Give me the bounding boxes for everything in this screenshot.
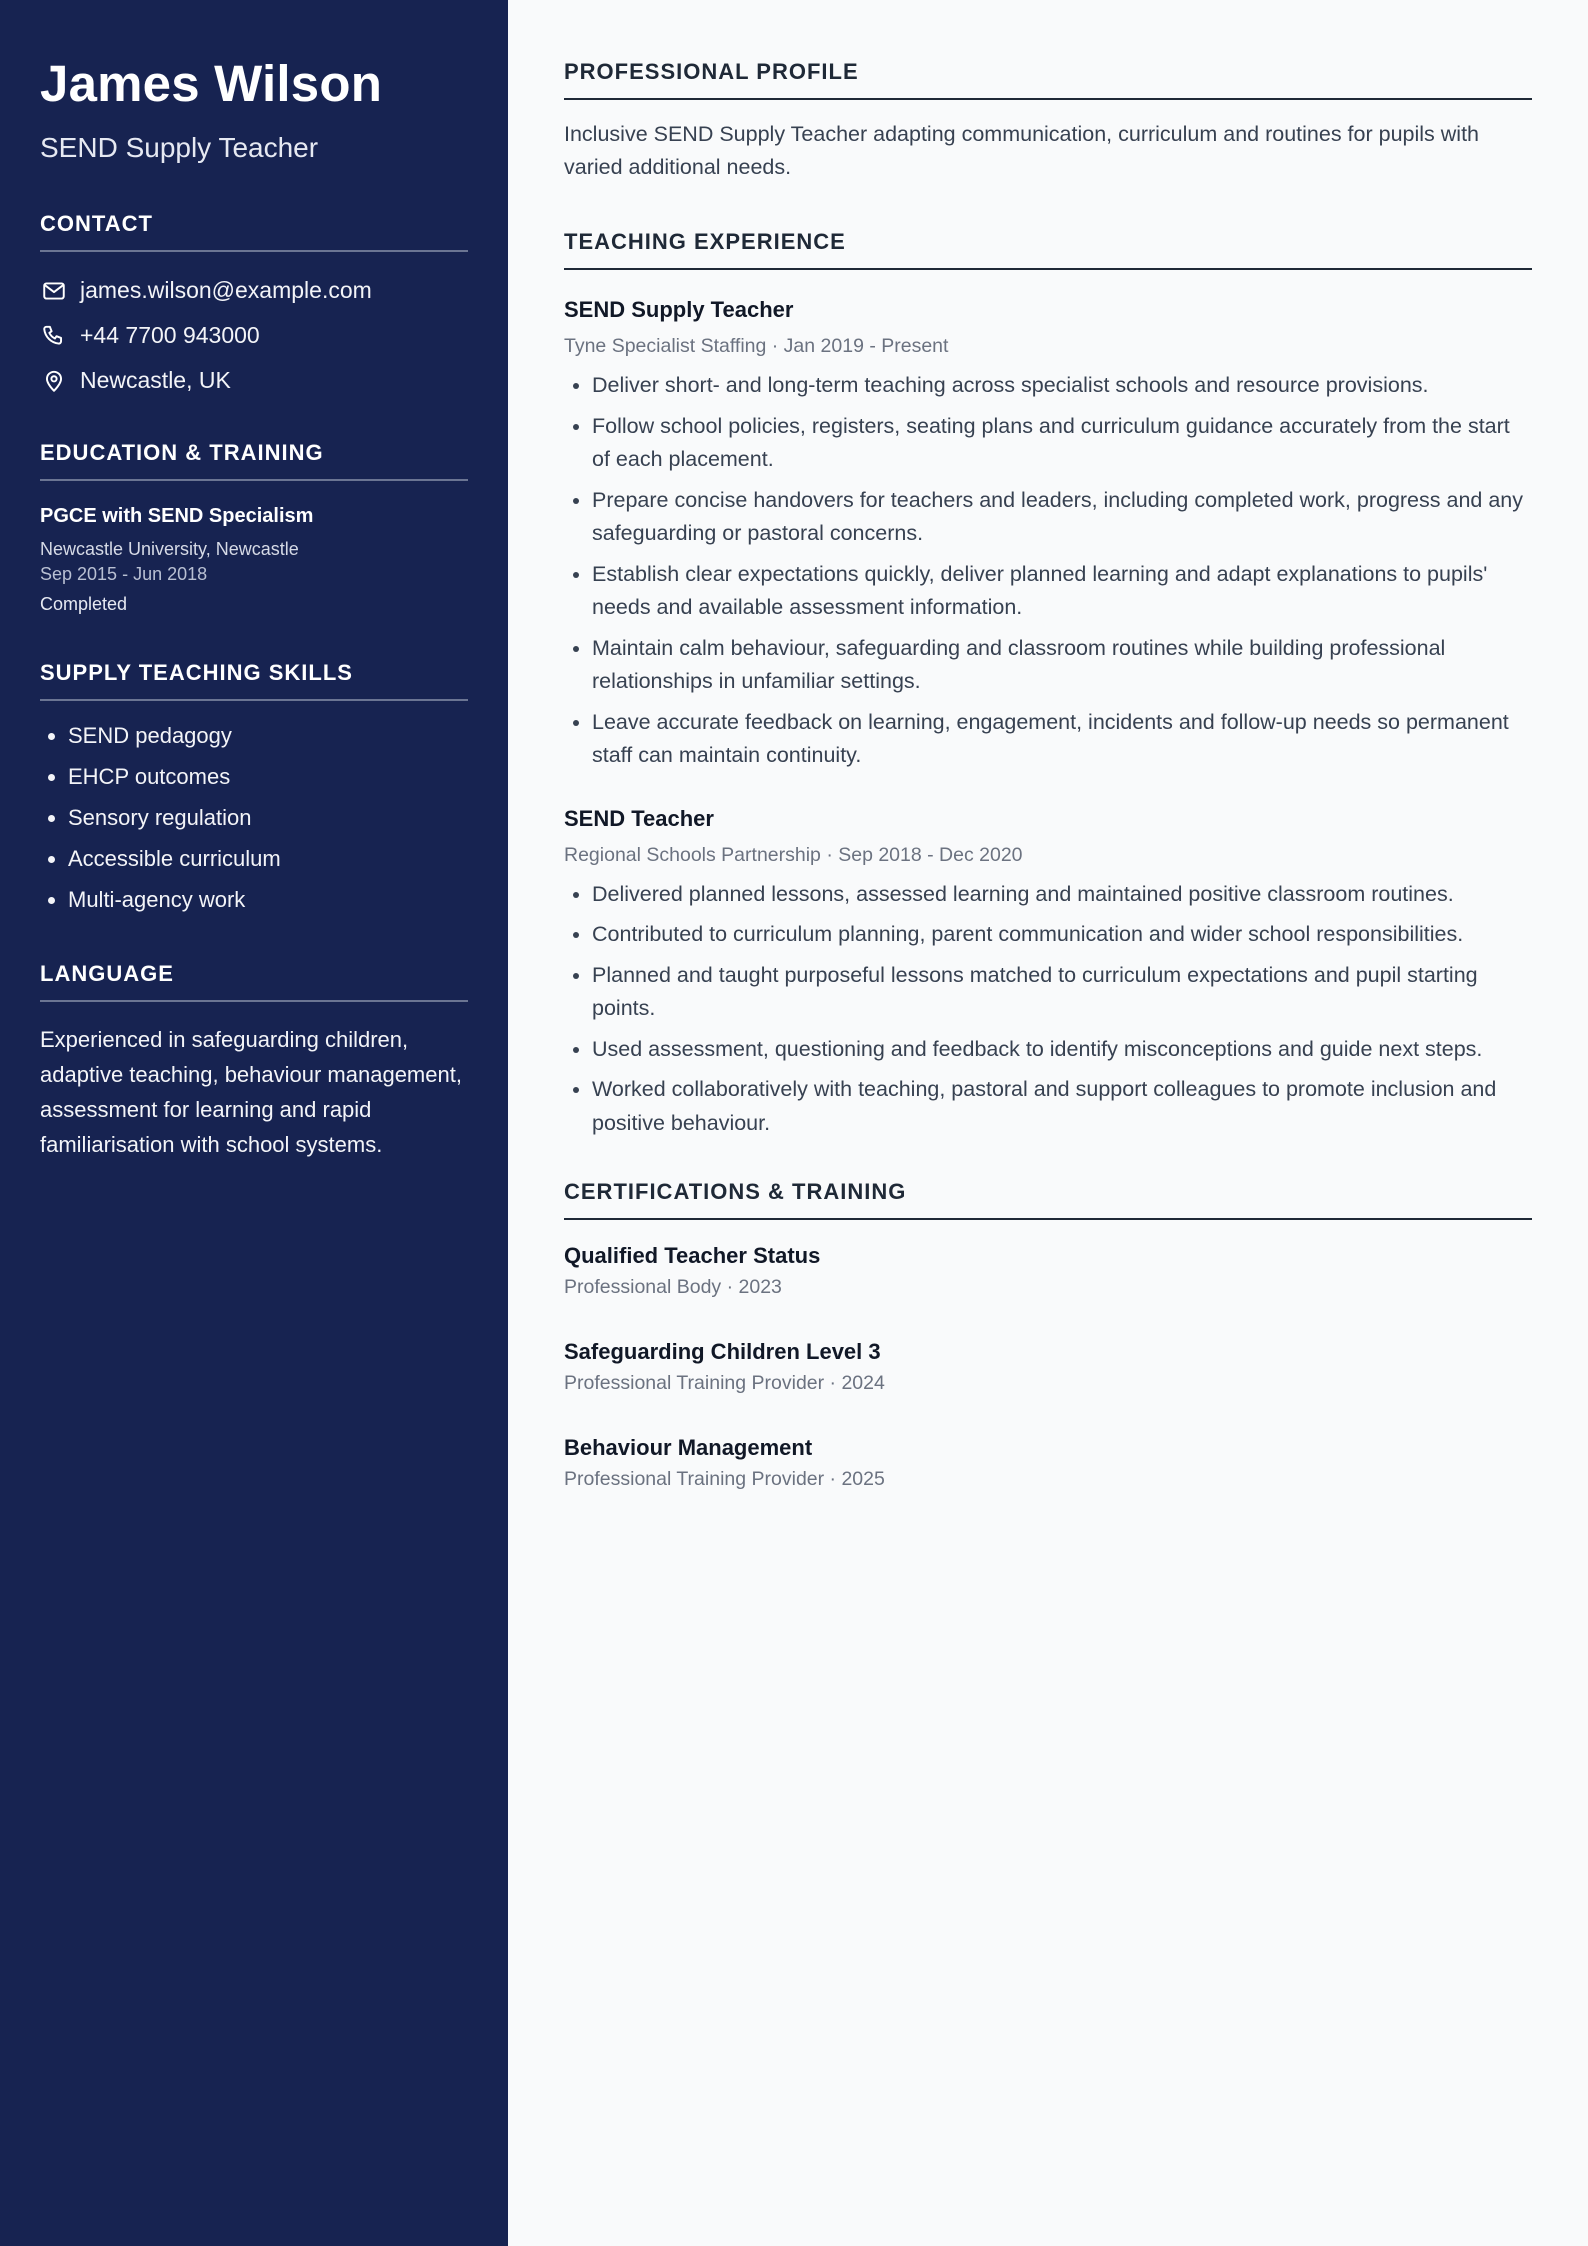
job-bullet: • Prepare concise handovers for teachers and leaders, including completed work, progress and any safeguarding or pastoral concerns. — [592, 484, 1532, 551]
sidebar — [0, 0, 508, 2246]
contact-section — [40, 210, 468, 403]
certification-title: Behaviour Management — [564, 1435, 813, 1460]
job-bullet: • Deliver short- and long-term teaching across specialist schools and resource provisions. — [592, 369, 1532, 403]
education-section — [40, 439, 468, 617]
certifications-grid — [564, 1242, 1224, 1530]
certification-meta: Professional Body · 2023 — [564, 1276, 782, 1298]
contact-phone-text: +44 7700 943000 — [80, 322, 260, 348]
certification-meta: Professional Training Provider · 2024 — [564, 1372, 885, 1394]
education-school: Newcastle University, Newcastle — [40, 539, 299, 559]
language-section — [40, 960, 468, 1162]
job-bullet: • Contributed to curriculum planning, parent communication and wider school responsibilities. — [592, 918, 1532, 952]
job-meta: Tyne Specialist Staffing · Jan 2019 - Present — [564, 335, 949, 357]
contact-location — [40, 358, 468, 403]
job-bullet: • Delivered planned lessons, assessed learning and maintained positive classroom routines. — [592, 878, 1532, 912]
job-bullets — [564, 369, 1532, 773]
job-bullet: • Leave accurate feedback on learning, engagement, incidents and follow-up needs so permanent staff can maintain continuity. — [592, 706, 1532, 773]
certification-item — [564, 1434, 885, 1492]
contact-phone[interactable] — [40, 313, 468, 358]
certification-title: Qualified Teacher Status — [564, 1243, 821, 1268]
mail-icon — [40, 277, 68, 305]
contact-email-text: james.wilson@example.com — [80, 277, 372, 303]
job-title: SEND Teacher — [564, 805, 714, 831]
education-degree: PGCE with SEND Specialism — [40, 505, 314, 527]
candidate-name: James Wilson — [40, 55, 383, 112]
profile-section — [564, 58, 1532, 184]
profile-heading: PROFESSIONAL PROFILE — [564, 58, 1532, 100]
education-heading: EDUCATION & TRAINING — [40, 439, 468, 481]
profile-text: Inclusive SEND Supply Teacher adapting communication, curriculum and routines for pupils with varied additional needs. — [564, 122, 1479, 179]
certification-item — [564, 1242, 820, 1300]
main-content — [508, 0, 1588, 2246]
contact-list — [40, 268, 468, 403]
candidate-role: SEND Supply Teacher — [40, 132, 319, 163]
language-heading: LANGUAGE — [40, 960, 468, 1002]
education-dates: Sep 2015 - Jun 2018 — [40, 564, 208, 584]
skills-section — [40, 659, 468, 920]
skill-item: • Accessible curriculum — [68, 838, 468, 879]
certifications-heading: CERTIFICATIONS & TRAINING — [564, 1178, 1532, 1220]
job-title: SEND Supply Teacher — [564, 297, 794, 322]
certification-item — [564, 1338, 885, 1396]
education-status: Completed — [40, 594, 128, 614]
job-entry — [564, 805, 1532, 1141]
job-bullet: • Follow school policies, registers, seating plans and curriculum guidance accurately from the start of each placement. — [592, 410, 1532, 477]
job-bullet: • Worked collaboratively with teaching, pastoral and support colleagues to promote inclusion and positive behaviour. — [592, 1073, 1532, 1140]
location-pin-icon — [40, 367, 68, 395]
contact-email[interactable] — [40, 268, 468, 313]
skill-item: • SEND pedagogy — [68, 715, 468, 756]
skills-heading: SUPPLY TEACHING SKILLS — [40, 659, 468, 701]
certification-title: Safeguarding Children Level 3 — [564, 1339, 881, 1364]
contact-heading: CONTACT — [40, 210, 468, 252]
job-bullet: • Establish clear expectations quickly, deliver planned learning and adapt explanations to pupils' needs and available assessment information. — [592, 558, 1532, 625]
job-meta: Regional Schools Partnership · Sep 2018 - Dec 2020 — [564, 843, 1023, 866]
experience-heading: TEACHING EXPERIENCE — [564, 228, 1532, 270]
experience-section — [564, 228, 1532, 1140]
certifications-section — [564, 1178, 1532, 1530]
job-entry — [564, 296, 1532, 773]
skill-item: • EHCP outcomes — [68, 756, 468, 797]
job-bullets — [564, 878, 1532, 1141]
phone-icon — [40, 322, 68, 350]
language-text: Experienced in safeguarding children, adaptive teaching, behaviour management, assessment for learning and rapid familiarisation with school systems. — [40, 1027, 462, 1157]
contact-location-text: Newcastle, UK — [80, 367, 231, 393]
job-bullet: • Used assessment, questioning and feedback to identify misconceptions and guide next steps. — [592, 1033, 1532, 1067]
skills-list — [40, 715, 468, 920]
skill-item: • Multi-agency work — [68, 879, 468, 920]
certification-meta: Professional Training Provider · 2025 — [564, 1468, 885, 1490]
skill-item: • Sensory regulation — [68, 797, 468, 838]
job-bullet: • Planned and taught purposeful lessons matched to curriculum expectations and pupil starting points. — [592, 959, 1532, 1026]
job-bullet: • Maintain calm behaviour, safeguarding and classroom routines while building professional relationships in unfamiliar settings. — [592, 632, 1532, 699]
